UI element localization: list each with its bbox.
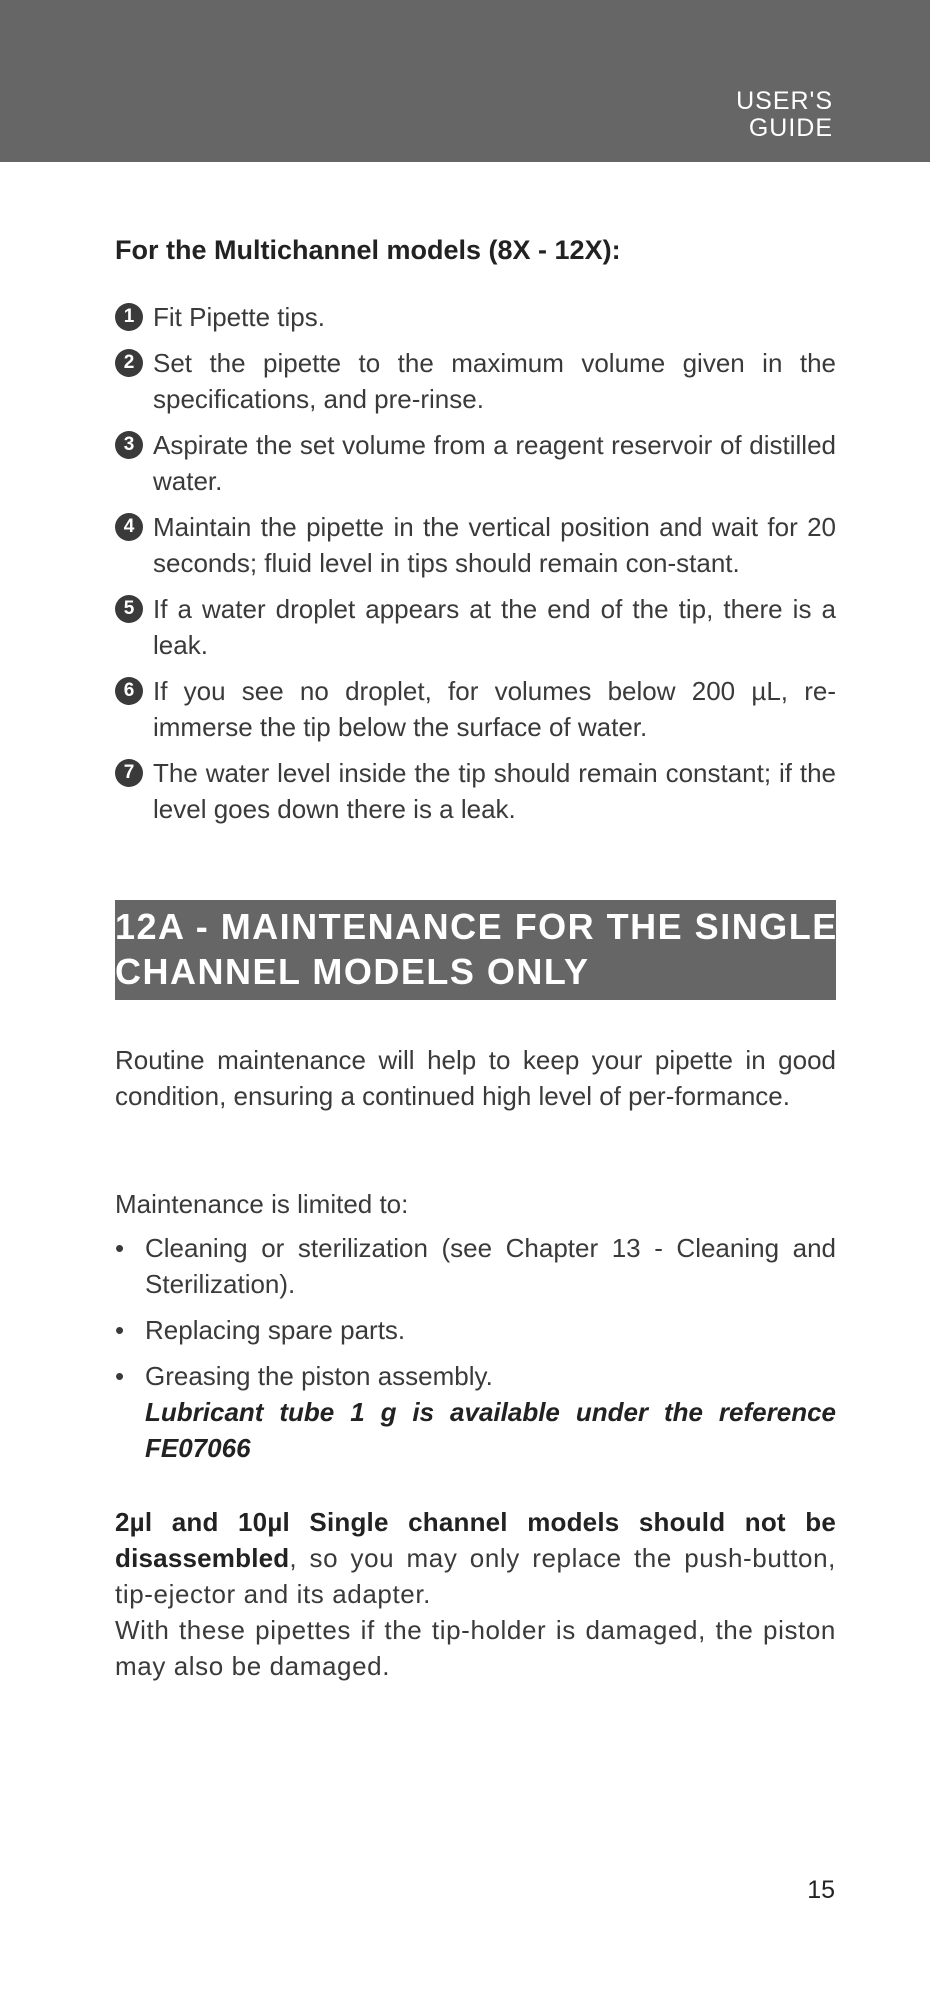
list-item-text: Cleaning or sterilization (see Chapter 13 - Cleaning and Sterilization). xyxy=(145,1233,836,1299)
step-text: The water level inside the tip should remain constant; if the level goes down there is a leak. xyxy=(153,758,836,824)
list-item xyxy=(115,1230,836,1302)
header-line-2: GUIDE xyxy=(748,114,833,142)
list-item-text: Replacing spare parts. xyxy=(145,1315,406,1345)
users-guide-label xyxy=(653,88,833,142)
warning-text: , so you may only replace the push-button, tip-ejector and its adapter. xyxy=(115,1543,836,1609)
step-number-badge: 1 xyxy=(115,303,143,331)
step-number-badge: 5 xyxy=(115,595,143,623)
page-number: 15 xyxy=(807,1876,835,1904)
lubricant-note: Lubricant tube 1 g is available under the reference FE07066 xyxy=(145,1397,836,1463)
step-text: Maintain the pipette in the vertical position and wait for 20 seconds; fluid level in tips should remain con-stant. xyxy=(153,512,836,578)
bullet-icon: • xyxy=(115,1315,125,1345)
step-text: Aspirate the set volume from a reagent reservoir of distilled water. xyxy=(153,430,836,496)
bullet-icon: • xyxy=(115,1361,125,1391)
section-title-line-1: 12A - MAINTENANCE FOR THE SINGLE xyxy=(115,906,838,947)
maintenance-limited-to: Maintenance is limited to: xyxy=(115,1189,409,1219)
warning-followup: With these pipettes if the tip-holder is damaged, the piston may also be damaged. xyxy=(115,1615,836,1681)
leak-test-steps xyxy=(115,299,836,837)
maintenance-intro: Routine maintenance will help to keep your pipette in good condition, ensuring a continued high level of per-formance. xyxy=(115,1045,836,1111)
disassembly-warning xyxy=(115,1504,836,1684)
list-item xyxy=(115,1358,836,1466)
step-text: Fit Pipette tips. xyxy=(153,302,325,332)
maintenance-list xyxy=(115,1230,836,1476)
header-line-1: USER'S xyxy=(736,87,833,115)
step-text: If a water droplet appears at the end of the tip, there is a leak. xyxy=(153,594,836,660)
step-item xyxy=(115,509,836,581)
section-title-12a xyxy=(115,900,836,1000)
list-item xyxy=(115,1312,836,1348)
step-item xyxy=(115,427,836,499)
section-title-line-2: CHANNEL MODELS ONLY xyxy=(115,951,590,992)
bullet-icon: • xyxy=(115,1233,125,1263)
step-item xyxy=(115,299,836,335)
step-number-badge: 4 xyxy=(115,513,143,541)
warning-bold-text: 2µl and 10µl Single channel models should not be disassembled xyxy=(115,1507,836,1573)
list-item-text: Greasing the piston assembly. xyxy=(145,1361,493,1391)
step-text: Set the pipette to the maximum volume given in the specifications, and pre-rinse. xyxy=(153,348,836,414)
step-number-badge: 2 xyxy=(115,349,143,377)
step-text: If you see no droplet, for volumes below 200 µL, re-immerse the tip below the surface of water. xyxy=(153,676,836,742)
step-item xyxy=(115,345,836,417)
step-item xyxy=(115,673,836,745)
step-item xyxy=(115,591,836,663)
step-number-badge: 3 xyxy=(115,431,143,459)
step-item xyxy=(115,755,836,827)
step-number-badge: 7 xyxy=(115,759,143,787)
multichannel-subheading: For the Multichannel models (8X - 12X): xyxy=(115,235,621,265)
list-item-content xyxy=(145,1358,836,1466)
step-number-badge: 6 xyxy=(115,677,143,705)
page-header-band xyxy=(0,0,930,162)
